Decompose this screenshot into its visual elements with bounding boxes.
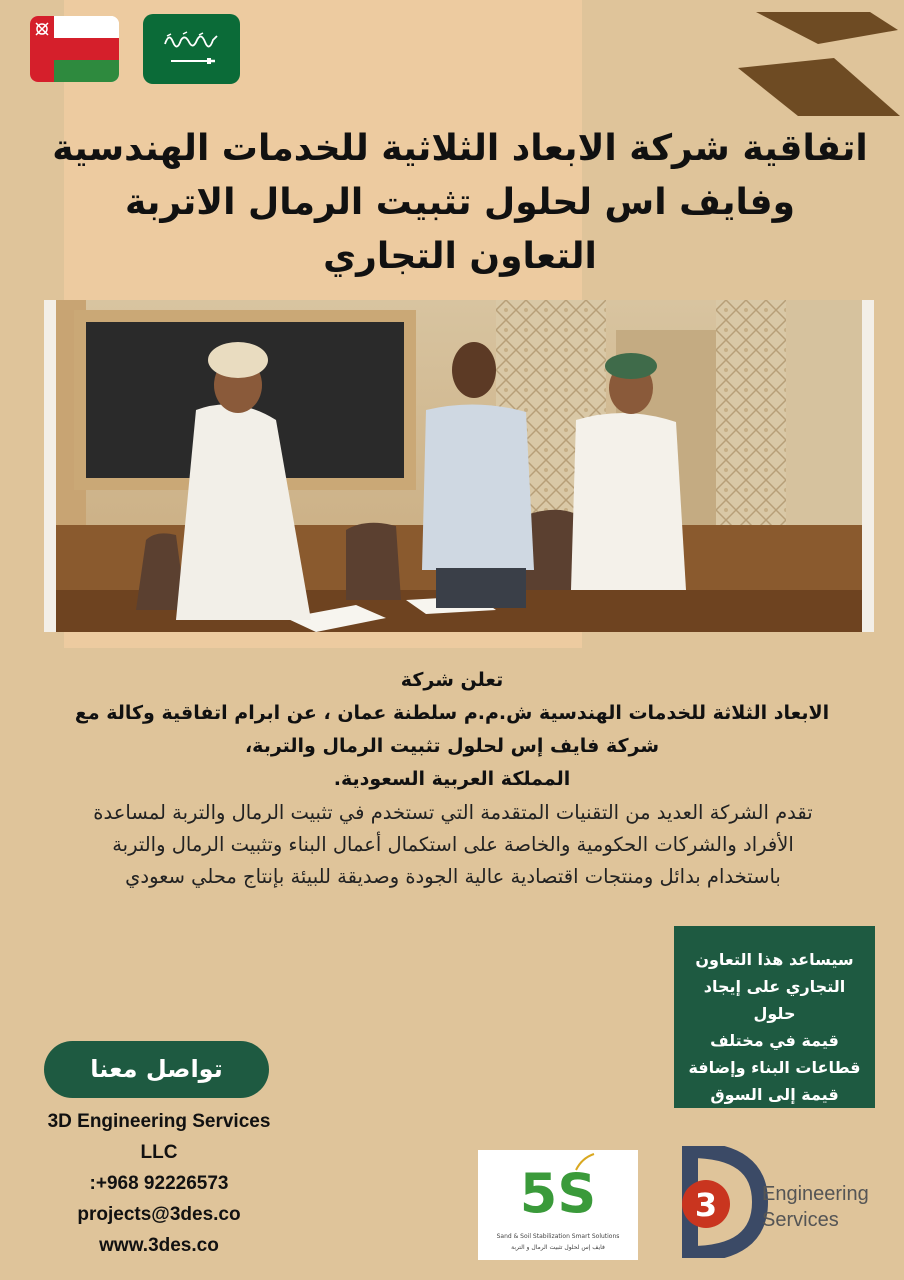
meeting-photo [44, 300, 874, 632]
body-line-2: الأفراد والشركات الحكومية والخاصة على استكمال أعمال البناء وتثبيت الرمال والتربة [112, 833, 794, 856]
oman-emblem-icon [33, 20, 51, 38]
callout-box [674, 926, 875, 1108]
announcement-line-2: الابعاد الثلاثة للخدمات الهندسية ش.م.م سلطنة عمان ، عن ابرام اتفاقية وكالة مع [74, 702, 830, 724]
phone-number[interactable]: :+968 92226573 [89, 1173, 229, 1194]
website-link[interactable]: www.3des.co [99, 1235, 219, 1256]
title-line-2: وفايف اس لحلول تثبيت الرمال الاتربة [125, 182, 795, 223]
company-name-line-1: 3D Engineering Services [47, 1111, 271, 1132]
oman-flag-icon [30, 16, 119, 82]
meeting-photo-image [56, 300, 862, 632]
callout-line-3: قيمة في مختلف [710, 1031, 839, 1050]
announcement-line-1: تعلن شركة [400, 669, 504, 691]
callout-line-4: قطاعات البناء وإضافة [688, 1058, 861, 1077]
five-s-logo [478, 1150, 638, 1260]
three-d-line-1: Engineering [762, 1183, 869, 1205]
three-d-line-2: Services [762, 1209, 839, 1231]
title-line-3: التعاون التجاري [323, 236, 597, 277]
five-s-tagline-en: Sand & Soil Stabilization Smart Solutions [496, 1233, 620, 1240]
email-link[interactable]: projects@3des.co [77, 1204, 241, 1225]
three-d-logo-image [672, 1146, 882, 1258]
contact-info [14, 1106, 304, 1261]
page-title [40, 122, 880, 284]
sword-icon [169, 56, 215, 66]
three-d-engineering-logo [672, 1146, 882, 1258]
decorative-shape [738, 10, 904, 122]
body-line-1: تقدم الشركة العديد من التقنيات المتقدمة التي تستخدم في تثبيت الرمال والتربة لمساعدة [93, 801, 813, 824]
company-name-line-2: LLC [140, 1142, 178, 1163]
announcement-line-3: شركة فايف إس لحلول تثبيت الرمال والتربة، [244, 735, 660, 757]
body-paragraph [20, 797, 886, 893]
shahada-script-icon [163, 30, 219, 48]
callout-line-2: التجاري على إيجاد حلول [703, 977, 846, 1023]
title-line-1: اتفاقية شركة الابعاد الثلاثية للخدمات الهندسية [52, 128, 868, 169]
callout-line-1: سيساعد هذا التعاون [695, 950, 854, 969]
five-s-logo-image [478, 1150, 638, 1260]
body-line-3: باستخدام بدائل ومنتجات اقتصادية عالية الجودة وصديقة للبيئة بإنتاج محلي سعودي [125, 865, 781, 888]
three-d-mark: 3 [694, 1186, 718, 1224]
callout-line-5: قيمة إلى السوق [710, 1085, 839, 1104]
announcement-line-4: المملكة العربية السعودية. [333, 768, 571, 790]
announcement [20, 664, 884, 796]
contact-us-button[interactable]: تواصل معنا [44, 1041, 269, 1098]
five-s-mark: 5S [519, 1162, 597, 1225]
saudi-flag-icon [143, 14, 240, 84]
five-s-tagline-ar: فايف إس لحلول تثبيت الرمال و التربة [511, 1244, 605, 1251]
